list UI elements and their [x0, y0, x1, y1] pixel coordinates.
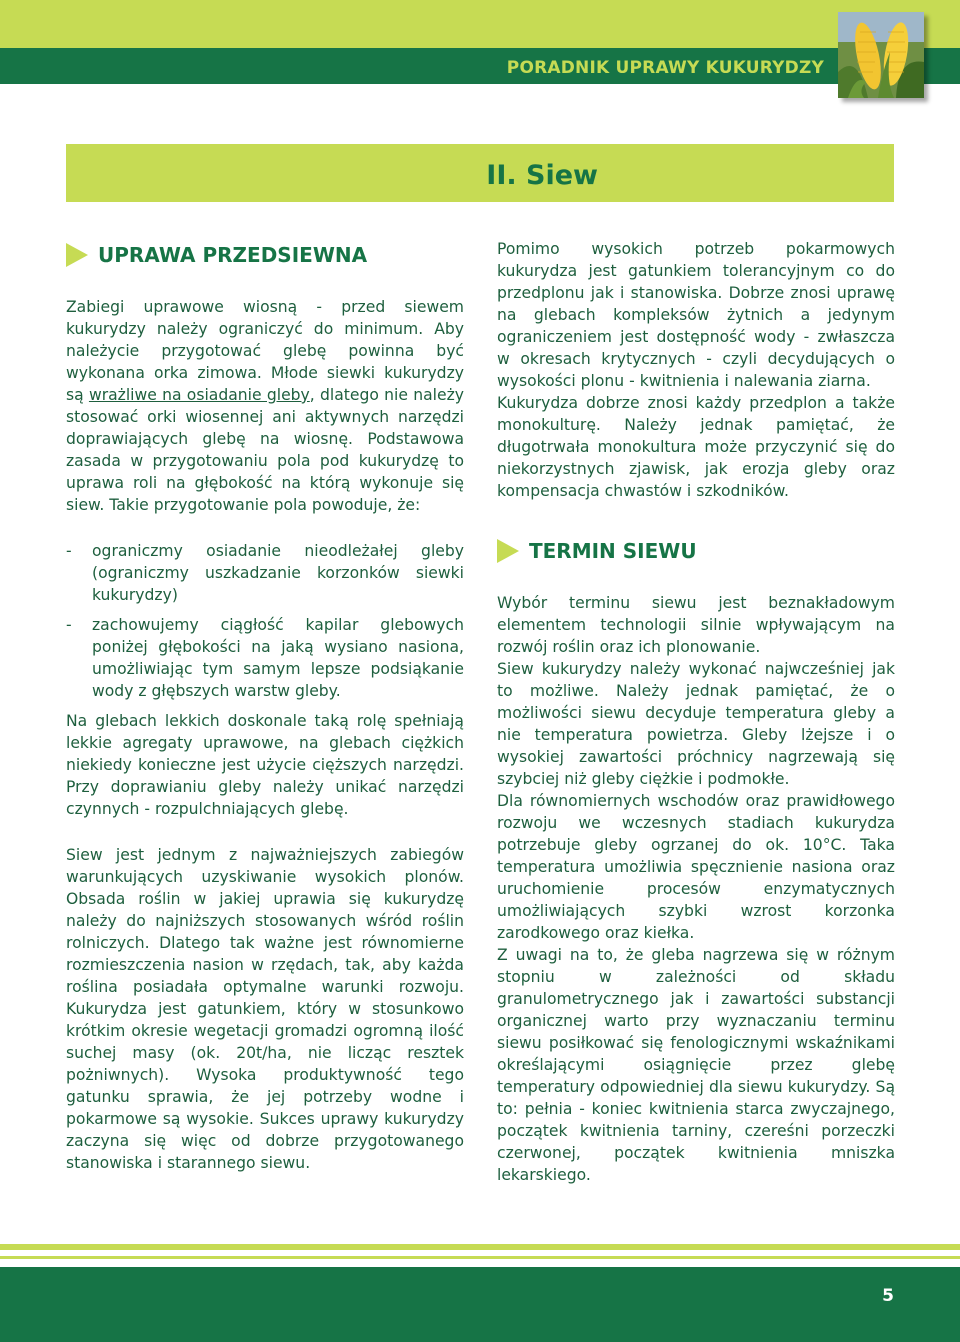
- footer-lime-line-thin: [0, 1256, 960, 1259]
- triangle-right-icon: [497, 539, 519, 563]
- right-column: [497, 238, 895, 1186]
- footer-green-band: [0, 1267, 960, 1342]
- header-lime-band: [0, 0, 960, 48]
- running-title: PORADNIK UPRAWY KUKURYDZY: [506, 58, 824, 78]
- paragraph: Pomimo wysokich potrzeb pokarmowych kukurydza jest gatunkiem tolerancyjnym co do przedplonu jak i stanowiska. Dobrze znosi uprawę na glebach kompleksów żytnich a jedynym ograniczeniem jest dostępność wody - zwłaszcza w okresach krytycznych - czyli decydujących o wysokości plonu - kwitnienia i nalewania ziarna.: [497, 240, 895, 390]
- paragraph: [66, 296, 464, 516]
- list-item: [66, 540, 464, 606]
- page-number: 5: [882, 1286, 894, 1306]
- list-item: [66, 614, 464, 702]
- bullet-marker: -: [66, 616, 72, 634]
- paragraph: Dla równomiernych wschodów oraz prawidłowego rozwoju we wczesnych stadiach kukurydza potrzebuje gleby ogrzanej do ok. 10°C. Taka temperatura umożliwia spęcznienie nasiona oraz uruchomienie procesów enzymatycznych umożliwiających szybki wzrost korzonka zarodkowego oraz kiełka.: [497, 792, 895, 942]
- list-item-text: zachowujemy ciągłość kapilar glebowych poniżej głębokości na jaką wysiano nasiona, umożliwiając tym samym lepsze podsiąkanie wody z głębszych warstw gleby.: [92, 616, 464, 700]
- left-column: [66, 238, 464, 1174]
- chapter-title: II. Siew: [486, 160, 598, 191]
- section-heading-text: TERMIN SIEWU: [529, 539, 697, 563]
- paragraph: Na glebach lekkich doskonale taką rolę spełniają lekkie agregaty uprawowe, na glebach ciężkich niekiedy konieczne jest użycie cięższych narzędzi. Przy doprawianiu gleby należy unikać narzędzi czynnych - rozpulchniających glebę.: [66, 712, 464, 818]
- section-heading-uprawa: [66, 238, 464, 272]
- section-heading-text: UPRAWA PRZEDSIEWNA: [98, 243, 368, 267]
- section-heading-termin: [497, 534, 895, 568]
- chapter-title-band: [66, 144, 894, 202]
- paragraph: Z uwagi na to, że gleba nagrzewa się w różnym stopniu w zależności od składu granulometrycznego jak i zawartości substancji organicznej warto przy wyznaczaniu terminu siewu posiłkować się fenologicznymi wskaźnikami określającymi osiągnięcie przez glebę temperatury odpowiedniej dla siewu kukurydzy. Są to: pełnia - koniec kwitnienia starca zwyczajnego, początek kwitnienia tarniny, czereśni porzeczki czerwonej, początek kwitnienia mniszka lekarskiego.: [497, 946, 895, 1184]
- footer-lime-line: [0, 1244, 960, 1250]
- paragraph: Siew kukurydzy należy wykonać najwcześniej jak to możliwe. Należy jednak pamiętać, że o możliwości siewu decyduje temperatura gleby a nie temperatura powietrza. Gleby lżejsze i o wysokiej zawartości próchnicy nagrzewają się szybciej niż gleby ciężkie i podmokłe.: [497, 660, 895, 788]
- paragraph: Kukurydza dobrze znosi każdy przedplon a także monokulturę. Należy jednak pamiętać, że długotrwała monokultura może przyczynić się do niekorzystnych zjawisk, jak erozja gleby oraz kompensacja chwastów i szkodników.: [497, 394, 895, 500]
- paragraph: Wybór terminu siewu jest beznakładowym elementem technologii silnie wpływającym na rozwój roślin oraz ich plonowanie.: [497, 594, 895, 656]
- corn-cobs-photo: [838, 12, 924, 98]
- bullet-marker: -: [66, 542, 72, 560]
- paragraph-text: , dlatego nie należy stosować orki wiosennej ani aktywnych narzędzi doprawiających glebę na wiosnę. Podstawowa zasada w przygotowaniu pola pod kukurydzę to uprawa roli na głębokość na którą wykonuje się siew. Takie przygotowanie pola powoduje, że:: [66, 386, 465, 514]
- paragraph: Siew jest jednym z najważniejszych zabiegów warunkujących uzyskiwanie wysokich plonów. Obsada roślin w jakiej uprawia się kukurydzę należy do najniższych stosowanych wśród roślin rolniczych. Dlatego tak ważne jest równomierne rozmieszczenia nasion w rzędach, tak, aby każda roślina posiadała optymalne warunki rozwoju. Kukurydza jest gatunkiem, który w stosunkowo krótkim okresie wegetacji gromadzi ogromną ilość suchej masy (ok. 20t/ha, nie licząc resztek pożniwnych). Wysoka produktywność tego gatunku sprawia, że jej potrzeby wodne i pokarmowe są wysokie. Sukces uprawy kukurydzy zaczyna się więc od dobrze przygotowanego stanowiska i starannego siewu.: [66, 846, 464, 1172]
- list-item-text: ograniczmy osiadanie nieodleżałej gleby (ograniczmy uszkadzanie korzonków siewki kukurydzy): [92, 542, 464, 604]
- underlined-phrase: wrażliwe na osiadanie gleby: [88, 386, 310, 404]
- paragraph-text: Zabiegi uprawowe wiosną - przed siewem kukurydzy należy ograniczyć do minimum. Aby należycie przygotować glebę powinna być wykonana orka zimowa. Młode siewki kukurydzy są: [66, 298, 464, 404]
- triangle-right-icon: [66, 243, 88, 267]
- corn-cobs-icon: [838, 12, 924, 98]
